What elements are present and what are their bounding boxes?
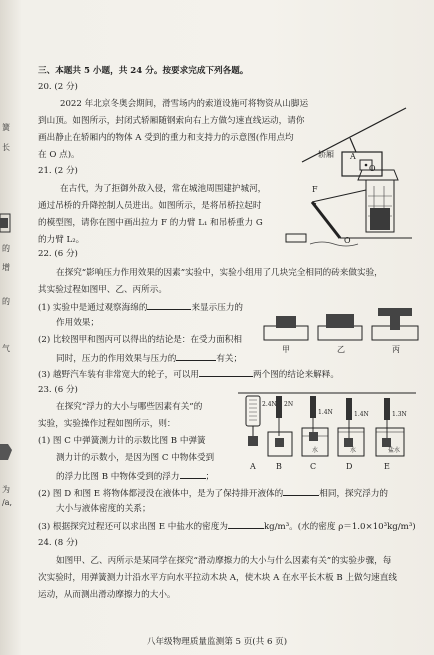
q22-figure-label: 甲 (282, 345, 290, 354)
spring-reading: 1.4N (318, 409, 333, 416)
answer-blank[interactable] (199, 368, 253, 377)
q23-number: 23. (6 分) (38, 385, 78, 395)
answer-blank[interactable] (180, 470, 206, 479)
q21-label-f: F (312, 185, 318, 194)
margin-fragment: 增 (2, 263, 10, 272)
q22-figure-label: 丙 (392, 345, 400, 354)
q20-line: 画出静止在轿厢内的物体 A 受到的重力和支持力的示意图(作用点均 (38, 133, 294, 143)
q22-item-1-cont: 作用效果； (56, 318, 99, 328)
q23-figure-label: B (276, 462, 282, 471)
q23-line: (3) 根据探究过程还可以求出图 E 中盐水的密度为 kg/m³。(水的密度 ρ＝1.0×10³kg/m³) (38, 522, 416, 532)
q23-figure-label: D (346, 462, 353, 471)
q24-line: 次实验时，用弹簧测力计沿水平方向水平拉动木块 A，使木块 A 在水平长木板 B 上做匀速直线 (38, 573, 397, 583)
q21-line: 的力臂 L₂。 (38, 235, 85, 245)
q23-line: (2) 图 D 和图 E 将物体都浸没在液体中，是为了保持排开液体的 相同，探究浮力的 (38, 489, 389, 499)
margin-fragment: 气 (2, 344, 10, 353)
q24-line: 如图甲、乙、丙所示是某同学在探究“滑动摩擦力的大小与什么因素有关”的实验步骤，每 (56, 556, 392, 566)
q23-figure-label: A (250, 462, 256, 471)
q20-number: 20. (2 分) (38, 82, 78, 92)
answer-blank[interactable] (283, 487, 319, 496)
answer-blank[interactable] (176, 352, 216, 361)
spring-reading: 1.3N (392, 411, 407, 418)
q22-line: 在探究“影响压力作用效果的因素”实验中，实验小组用了几块完全相同的砖来做实验， (56, 268, 383, 278)
spring-reading: 1.4N (354, 411, 369, 418)
spring-reading: 2.4N (262, 401, 277, 408)
q22-line: 其实验过程如图甲、乙、丙所示。 (38, 285, 167, 295)
margin-fragment: 的 (2, 244, 10, 253)
q23-line: 大小与液体密度的关系； (56, 504, 151, 514)
answer-blank[interactable] (147, 301, 191, 310)
liquid-label: 水 (350, 447, 357, 454)
margin-fragment: 的 (2, 297, 10, 306)
margin-fragment: 簧 (2, 123, 10, 132)
q20-figure-label: 轿厢 (318, 150, 334, 159)
margin-fragment: 长 (2, 143, 10, 152)
q22-figure-label: 乙 (337, 345, 345, 354)
q22-item-3: (3) 越野汽车装有非常宽大的轮子，可以用 两个图的结论来解释。 (38, 370, 339, 380)
q22-item-2: (2) 比较图甲和图丙可以得出的结论是：在受力面积相 (38, 335, 242, 345)
q23-figure-label: C (310, 462, 317, 471)
margin-fragment: 为 (2, 485, 10, 494)
q20-point-a: A (350, 152, 356, 161)
q22-number: 22. (6 分) (38, 249, 78, 259)
liquid-label: 盐水 (388, 447, 401, 454)
liquid-label: 水 (312, 447, 319, 454)
margin-figure-fragment (0, 440, 14, 464)
q23-line: (1) 图 C 中弹簧测力计的示数比图 B 中弹簧 (38, 436, 206, 446)
q22-brick-figure (262, 304, 422, 344)
answer-blank[interactable] (228, 520, 264, 529)
q23-line: 实验，实验操作过程如图所示，则： (38, 419, 176, 429)
q21-number: 21. (2 分) (38, 166, 78, 176)
q21-line: 在古代，为了拒御外敌入侵，常在城池周围建护城河， (60, 184, 267, 194)
q23-line: 测力计的示数小，是因为图 C 中物体受到 (56, 453, 215, 463)
q24-line: 运动，从而测出滑动摩擦力的大小。 (38, 590, 176, 600)
q21-label-o: O (344, 236, 351, 245)
q21-line: 的模型图，请你在图中画出拉力 F 的力臂 L₁ 和吊桥重力 G (38, 218, 263, 228)
q24-number: 24. (8 分) (38, 538, 78, 548)
q23-line: 在探究“浮力的大小与哪些因素有关”的 (56, 402, 203, 412)
margin-figure-fragment (0, 210, 14, 236)
q20-line: 到山顶。如图所示，封闭式轿厢随钢索向右上方做匀速直线运动，请你 (38, 116, 305, 126)
margin-fragment: /a, (2, 498, 13, 507)
q23-figure-label: E (384, 462, 390, 471)
spring-reading: 2N (284, 401, 294, 408)
page-footer: 八年级物理质量监测第 5 页(共 6 页) (146, 637, 288, 647)
q22-item-2-cont: 同时，压力的作用效果与压力的 有关； (56, 354, 243, 364)
q20-line: 2022 年北京冬奥会期间，滑雪场内的索道设施可将物资从山脚运 (60, 99, 309, 109)
q21-line: 通过吊桥的升降控制人员进出。如图所示，是将吊桥拉起时 (38, 201, 262, 211)
q20-line: 在 O 点)。 (38, 150, 80, 160)
q23-line: 的浮力比图 B 中物体受到的浮力 ； (56, 472, 215, 482)
q22-item-1: (1) 实验中是通过观察海绵的 来显示压力的 (38, 303, 244, 313)
q20-point-o: O (369, 164, 376, 173)
section-header: 三、本题共 5 小题，共 24 分。按要求完成下列各题。 (38, 66, 249, 76)
